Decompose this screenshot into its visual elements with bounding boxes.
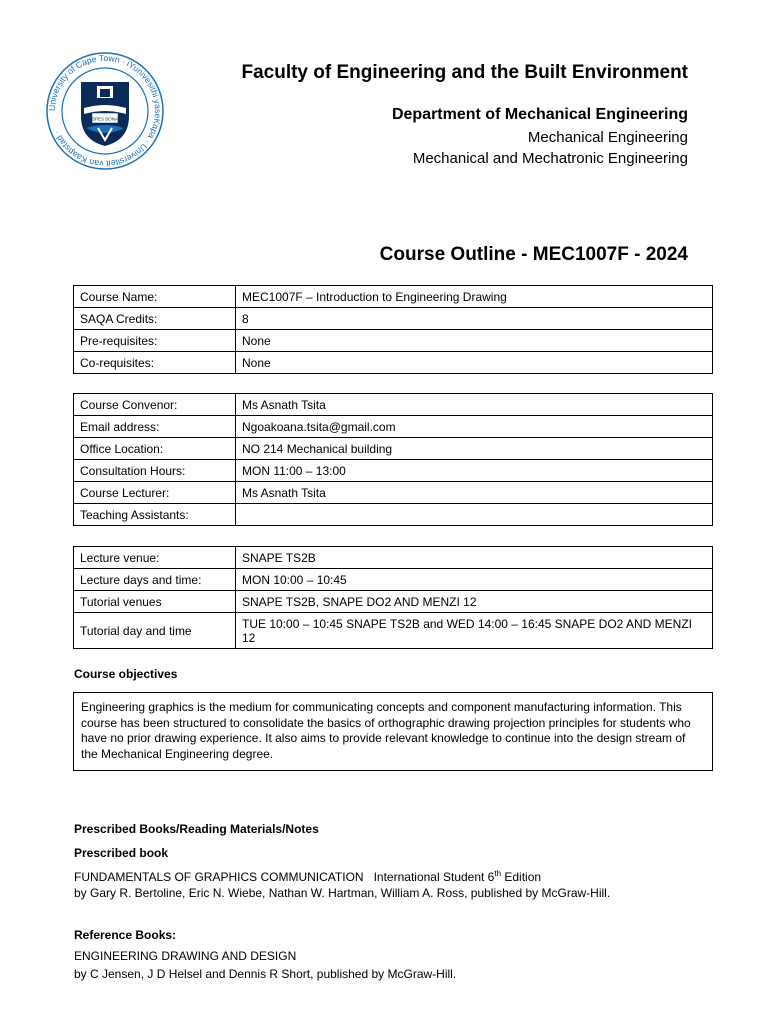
- email-value: Ngoakoana.tsita@gmail.com: [236, 416, 713, 438]
- row-value: SNAPE TS2B, SNAPE DO2 AND MENZI 12: [236, 591, 713, 613]
- row-value: MON 11:00 – 13:00: [236, 460, 713, 482]
- department-title: Department of Mechanical Engineering: [391, 106, 688, 123]
- staff-contact-table: [73, 393, 713, 526]
- prescribed-book-heading: Prescribed book: [74, 846, 169, 860]
- table-row: [74, 613, 713, 649]
- table-row: [74, 460, 713, 482]
- row-label: Lecture venue:: [74, 547, 236, 569]
- row-value: MEC1007F – Introduction to Engineering Drawing: [236, 286, 713, 308]
- table-row: [74, 438, 713, 460]
- table-row: [74, 308, 713, 330]
- reference-book-title: ENGINEERING DRAWING AND DESIGN: [74, 949, 297, 963]
- row-label: Course Lecturer:: [74, 482, 236, 504]
- table-row: [74, 504, 713, 526]
- reference-book-authors: by C Jensen, J D Helsel and Dennis R Short, published by McGraw-Hill.: [74, 967, 457, 981]
- row-label: Tutorial venues: [74, 591, 236, 613]
- row-value: None: [236, 330, 713, 352]
- row-label: Email address:: [74, 416, 236, 438]
- table-row: [74, 591, 713, 613]
- row-value: [236, 504, 713, 526]
- row-label: Consultation Hours:: [74, 460, 236, 482]
- edition-superscript: th: [494, 869, 502, 878]
- book-edition: International Student 6: [373, 870, 495, 884]
- table-row: [74, 547, 713, 569]
- table-row: [74, 394, 713, 416]
- row-label: Course Name:: [74, 286, 236, 308]
- prescribed-book-authors: by Gary R. Bertoline, Eric N. Wiebe, Nathan W. Hartman, William A. Ross, published by McGraw-Hill.: [74, 886, 611, 900]
- row-label: Office Location:: [74, 438, 236, 460]
- table-row: [74, 330, 713, 352]
- table-row: [74, 482, 713, 504]
- programme-mechatronic: Mechanical and Mechatronic Engineering: [412, 150, 688, 167]
- schedule-table: [73, 546, 713, 649]
- table-row: [74, 352, 713, 374]
- logo-book-text: SPES BONA: [91, 116, 119, 122]
- table-row: [74, 569, 713, 591]
- row-label: Pre-requisites:: [74, 330, 236, 352]
- book-title: FUNDAMENTALS OF GRAPHICS COMMUNICATION: [74, 870, 364, 884]
- course-outline-title: Course Outline - MEC1007F - 2024: [379, 244, 688, 265]
- row-label: Course Convenor:: [74, 394, 236, 416]
- row-value: NO 214 Mechanical building: [236, 438, 713, 460]
- edition-suffix: Edition: [501, 870, 542, 884]
- row-value: 8: [236, 308, 713, 330]
- row-label: Lecture days and time:: [74, 569, 236, 591]
- table-row: [74, 416, 713, 438]
- uct-logo: [44, 50, 166, 172]
- row-label: Tutorial day and time: [74, 613, 236, 649]
- row-label: SAQA Credits:: [74, 308, 236, 330]
- row-value: MON 10:00 – 10:45: [236, 569, 713, 591]
- prescribed-book-title: [74, 865, 541, 886]
- row-value: None: [236, 352, 713, 374]
- row-value: Ms Asnath Tsita: [236, 394, 713, 416]
- logo-ring-text: University of Cape Town · iYunivesithi yaseKapa · Universiteit van Kaapstad ·: [46, 52, 164, 170]
- row-value: SNAPE TS2B: [236, 547, 713, 569]
- course-info-table: [73, 285, 713, 374]
- objectives-text: Engineering graphics is the medium for communicating concepts and component manufacturing information. This course has been structured to consolidate the basics of orthographic drawing projection principles for students who have no prior drawing experience. It also aims to provide relevant knowledge to continue into the design stream of the Mechanical Engineering degree.: [73, 692, 713, 771]
- reference-books-heading: Reference Books:: [74, 928, 177, 942]
- row-value: TUE 10:00 – 10:45 SNAPE TS2B and WED 14:00 – 16:45 SNAPE DO2 AND MENZI 12: [236, 613, 713, 649]
- row-label: Teaching Assistants:: [74, 504, 236, 526]
- objectives-heading: Course objectives: [74, 667, 178, 681]
- row-value: Ms Asnath Tsita: [236, 482, 713, 504]
- row-label: Co-requisites:: [74, 352, 236, 374]
- programme-mechanical: Mechanical Engineering: [527, 129, 688, 146]
- books-section-heading: Prescribed Books/Reading Materials/Notes: [74, 822, 319, 836]
- table-row: [74, 286, 713, 308]
- faculty-title: Faculty of Engineering and the Built Environment: [241, 62, 688, 83]
